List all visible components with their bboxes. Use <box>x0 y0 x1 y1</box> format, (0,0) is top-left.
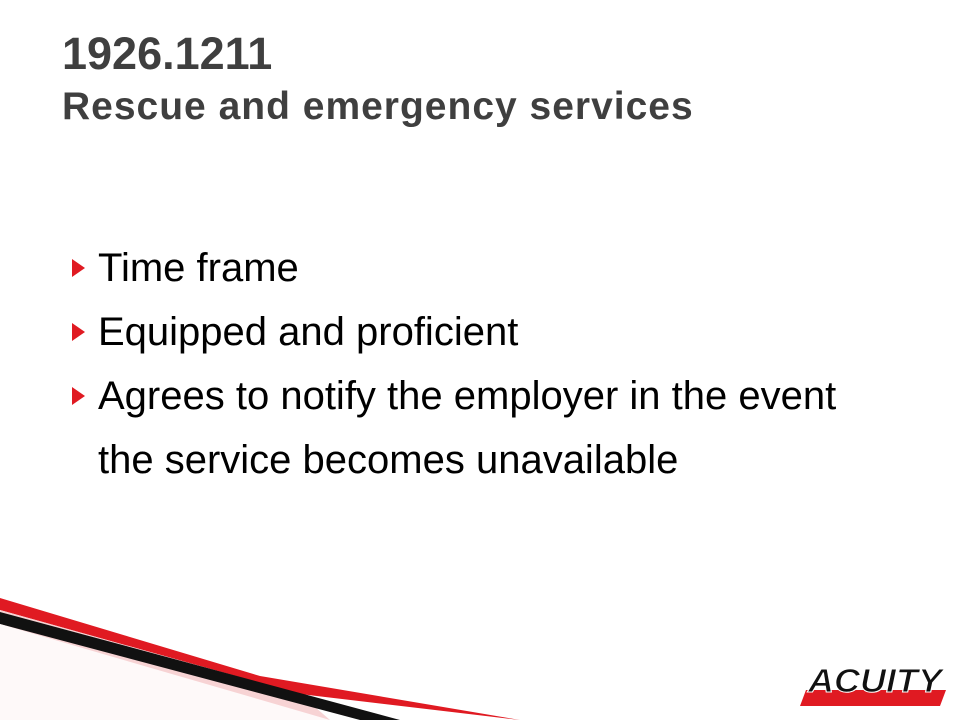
logo-wordmark: ACUITY <box>806 662 946 699</box>
bullet-arrow-icon <box>72 387 85 405</box>
bullet-item <box>72 300 872 364</box>
bullet-arrow-icon <box>72 259 85 277</box>
title-subject: Rescue and emergency services <box>62 85 694 128</box>
bullet-text: Agrees to notify the employer in the event the service becomes unavailable <box>98 374 837 482</box>
bullet-item <box>72 236 872 300</box>
title-code: 1926.1211 <box>62 28 273 79</box>
bullet-arrow-icon <box>72 323 85 341</box>
bullet-text: Time frame <box>98 246 299 290</box>
acuity-logo <box>800 660 948 708</box>
slide-title <box>62 26 942 132</box>
bullet-text: Equipped and proficient <box>98 310 519 354</box>
decorative-swoosh <box>0 590 520 720</box>
bullet-item <box>72 364 872 492</box>
bullet-list <box>72 236 872 492</box>
